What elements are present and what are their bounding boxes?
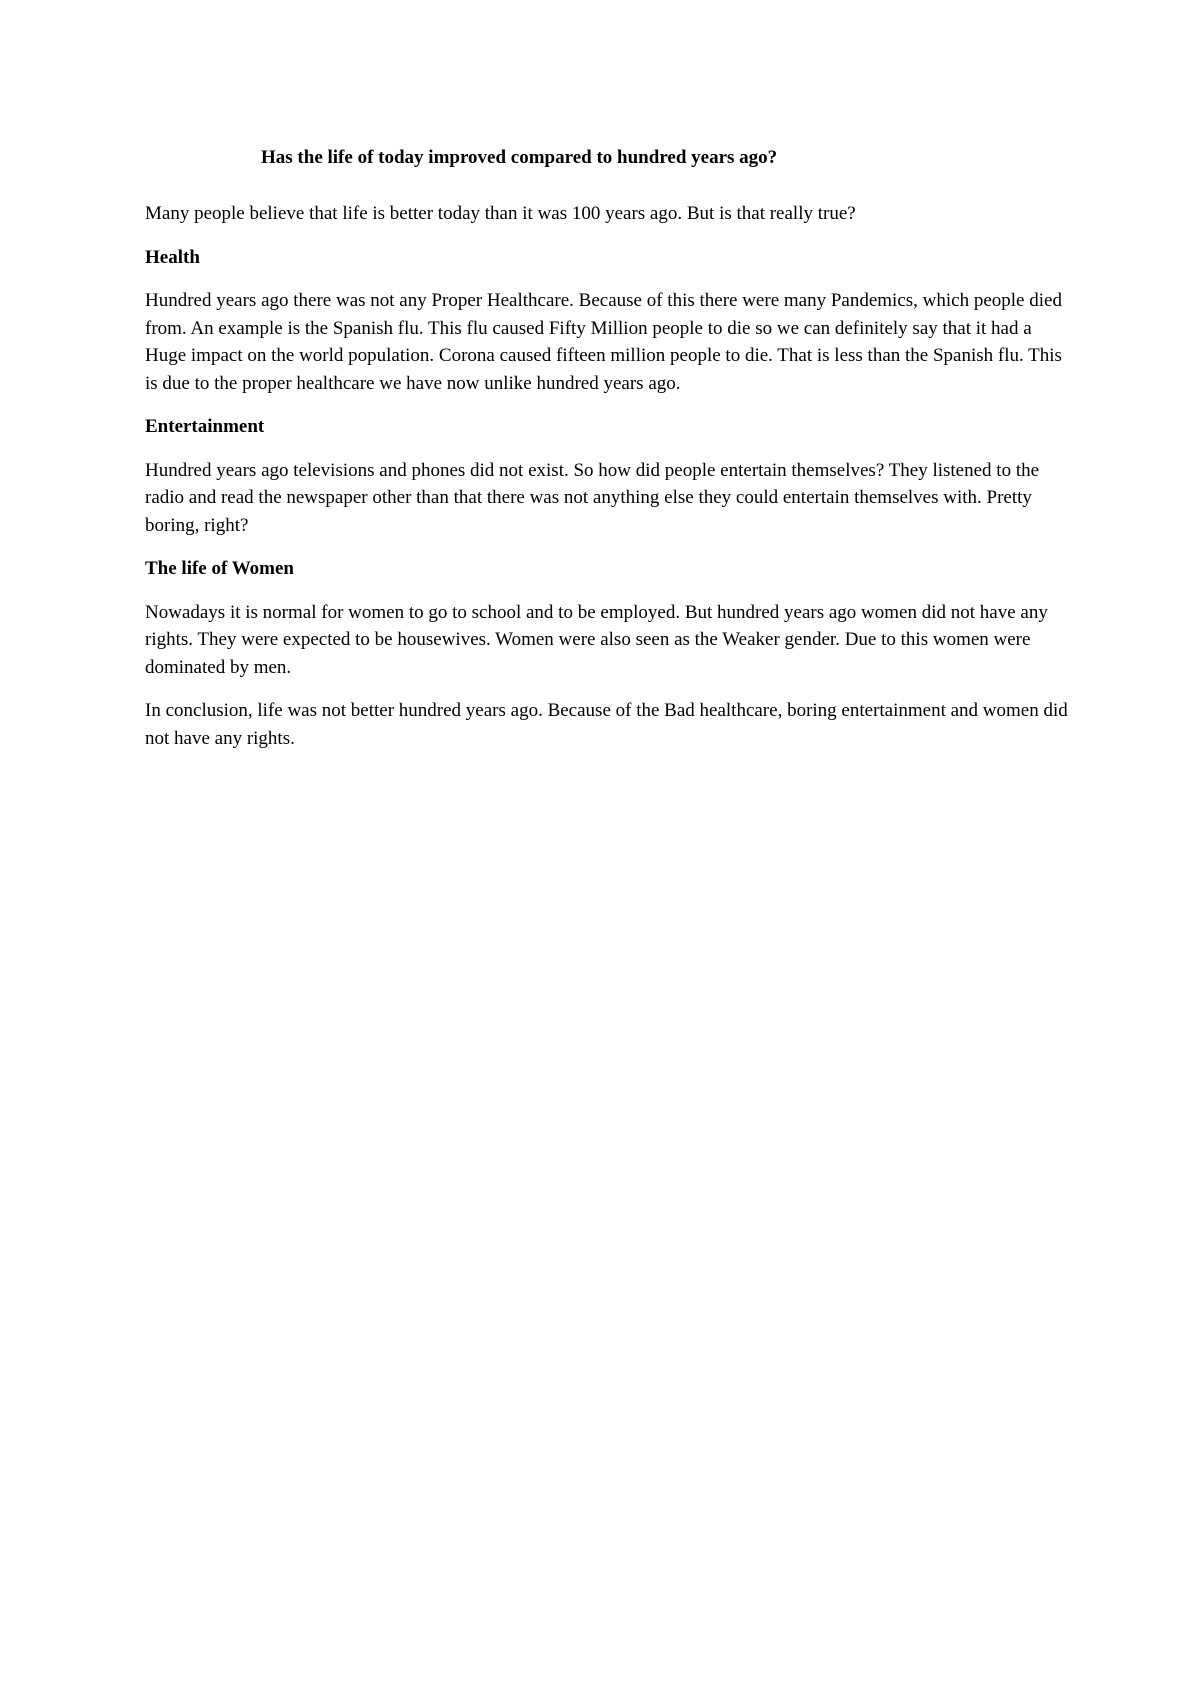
conclusion-paragraph: In conclusion, life was not better hundred years ago. Because of the Bad healthcare, boring entertainment and women did not have any rights. — [145, 700, 1068, 749]
document-body — [145, 146, 1075, 768]
section-body-entertainment: Hundred years ago televisions and phones did not exist. So how did people entertain themselves? They listened to the radio and read the newspaper other than that there was not anything else they could entertain themselves with. Pretty boring, right? — [145, 459, 1040, 536]
section-heading-health: Health — [145, 246, 200, 268]
section-heading-entertainment: Entertainment — [145, 416, 265, 437]
document-title: Has the life of today improved compared to hundred years ago? — [261, 147, 778, 168]
section-heading-women: The life of Women — [145, 558, 295, 579]
intro-paragraph: Many people believe that life is better today than it was 100 years ago. But is that really true? — [145, 203, 856, 224]
section-body-health: Hundred years ago there was not any Proper Healthcare. Because of this there were many Pandemics, which people died from. An example is the Spanish flu. This flu caused Fifty Million people to die so we can definitely say that it had a Huge impact on the world population. Corona caused fifteen million people to die. That is less than the Spanish flu. This is due to the proper healthcare we have now unlike hundred years ago. — [145, 290, 1062, 394]
section-body-women: Nowadays it is normal for women to go to school and to be employed. But hundred years ago women did not have any rights. They were expected to be housewives. Women were also seen as the Weaker gender. Due to this women were dominated by men. — [145, 601, 1048, 678]
